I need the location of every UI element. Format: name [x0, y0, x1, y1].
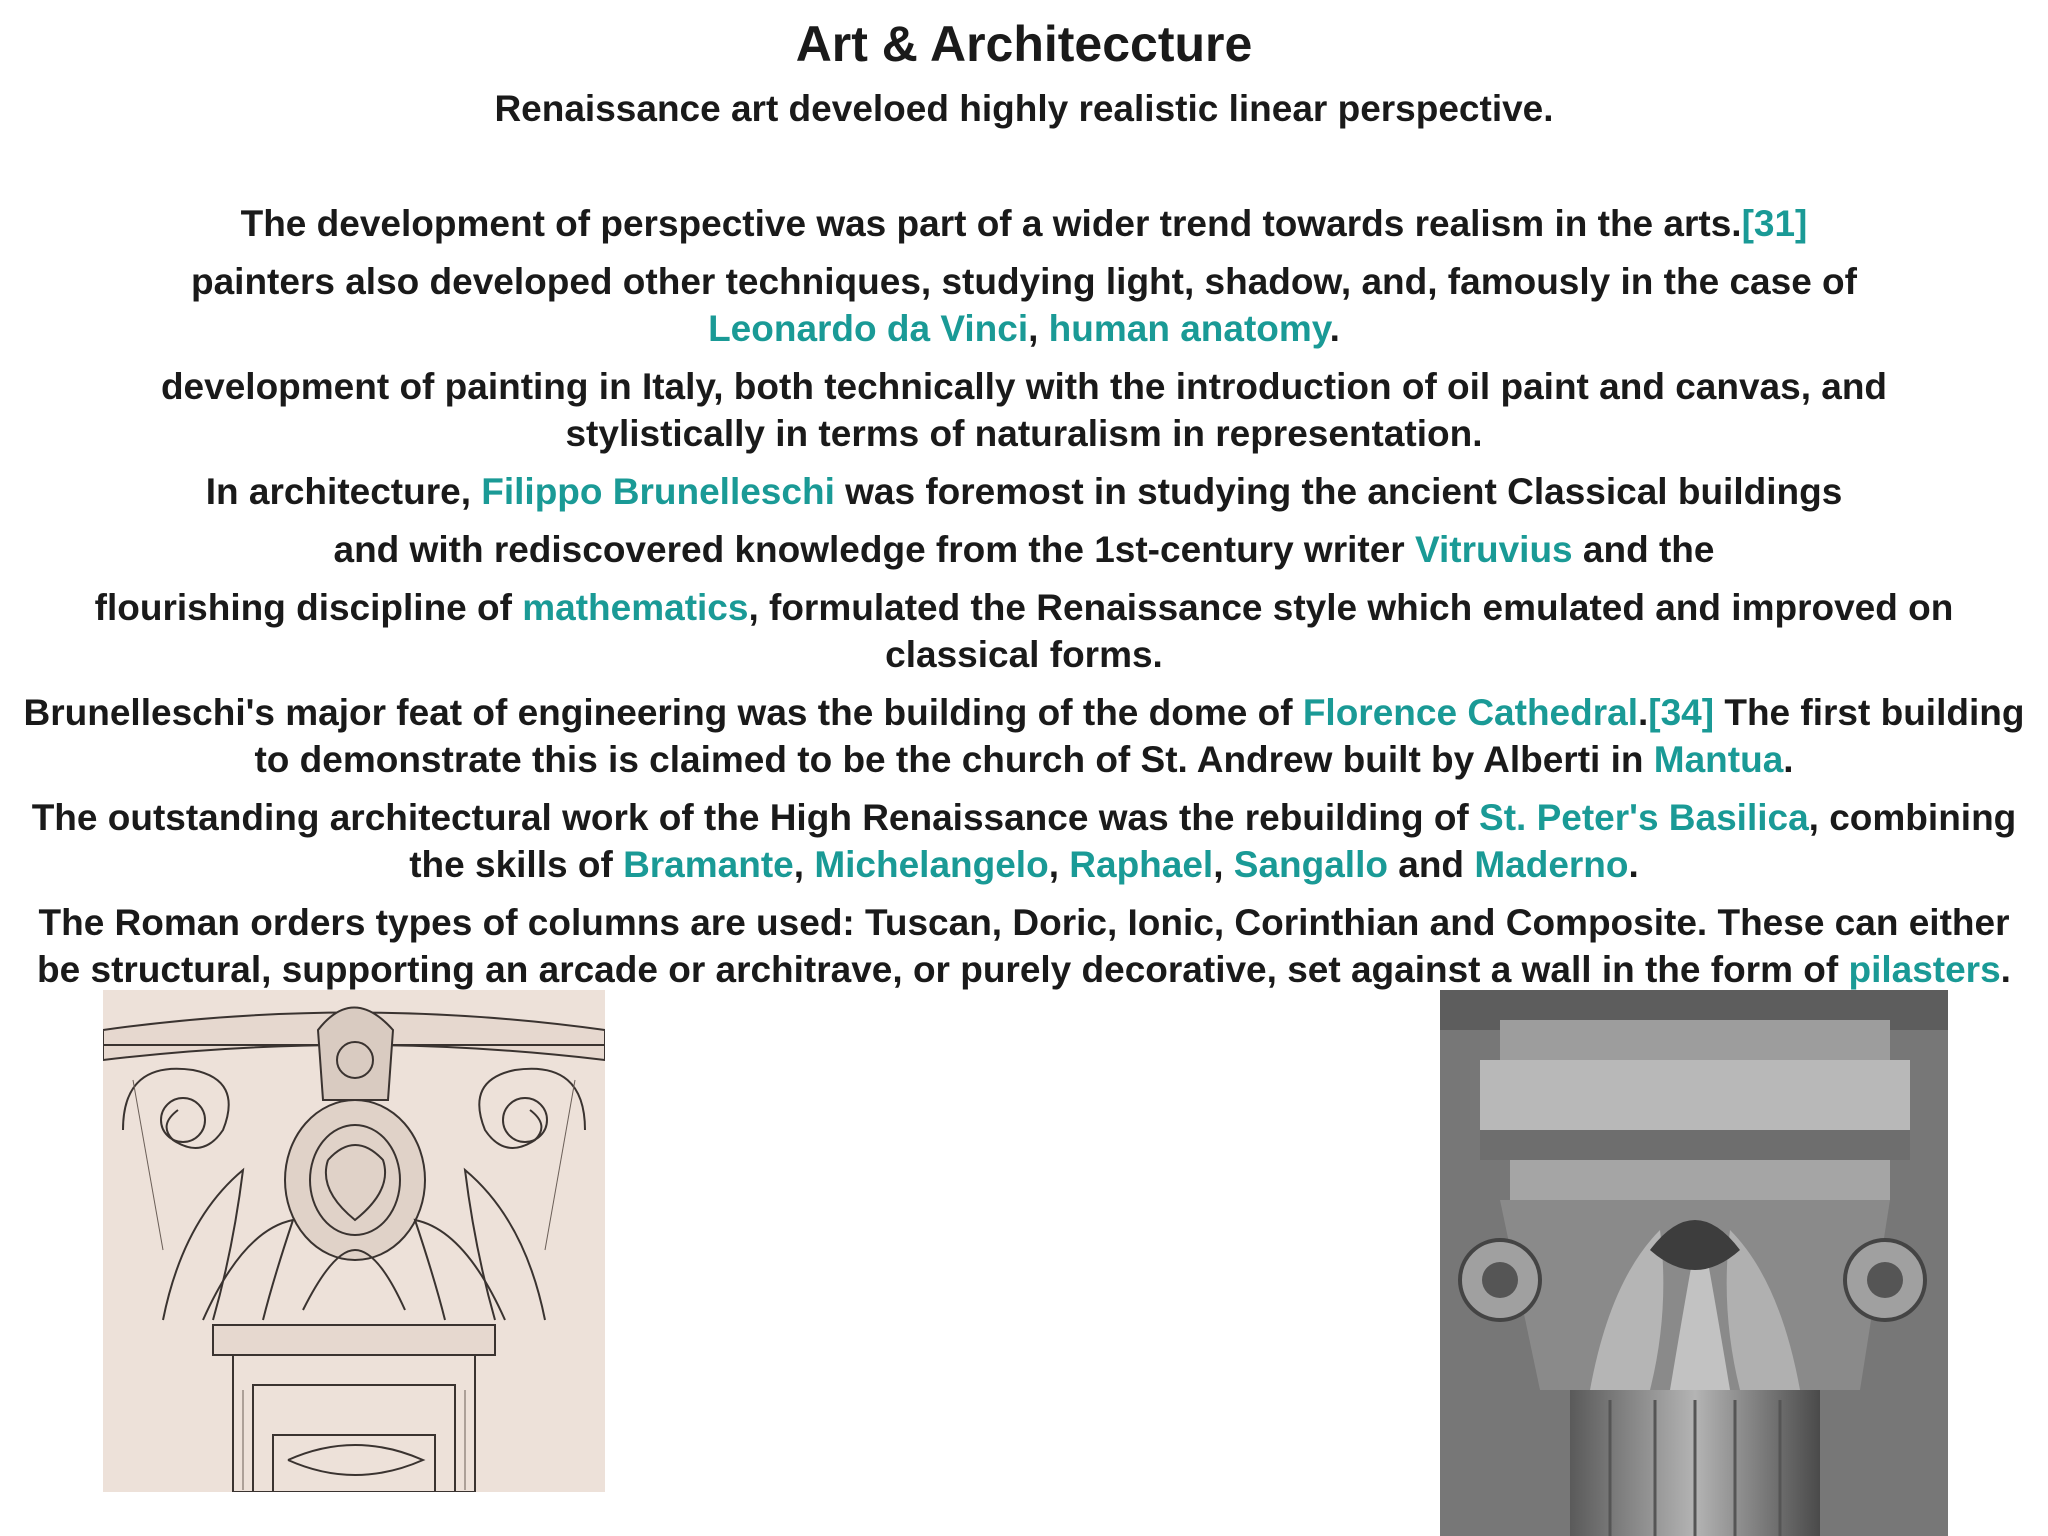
paragraph-text: , combining the skills of [409, 797, 2017, 885]
link-florence-cathedral[interactable]: Florence Cathedral [1302, 692, 1638, 733]
paragraph-text: was foremost in studying the ancient Classical buildings [834, 471, 1843, 512]
link-bramante[interactable]: Bramante [623, 844, 794, 885]
punctuation-text: . [1637, 692, 1649, 733]
paragraph-text: and with rediscovered knowledge from the 1st-century writer [333, 529, 1415, 570]
link-sangallo[interactable]: Sangallo [1233, 844, 1388, 885]
paragraph-architecture [0, 468, 2048, 515]
paragraph-text: , formulated the Renaissance style which emulated and improved on classical forms. [748, 587, 1954, 675]
paragraph-text: and the [1572, 529, 1715, 570]
separator-text: , [1213, 844, 1234, 885]
separator-text: and [1387, 844, 1475, 885]
paragraph-text: The development of perspective was part of a wider trend towards realism in the arts. [240, 203, 1742, 244]
punctuation-text: . [2000, 949, 2011, 990]
paragraph-text: The Roman orders types of columns are used: Tuscan, Doric, Ionic, Corinthian and Composite. These can either be structural, supporting an arcade or architrave, or purely decorative, set against a wall in the form of [37, 902, 2010, 990]
link-filippo-brunelleschi[interactable]: Filippo Brunelleschi [481, 471, 835, 512]
link-mantua[interactable]: Mantua [1653, 739, 1784, 780]
punctuation-text: . [1783, 739, 1794, 780]
separator-text: , [1048, 844, 1070, 885]
paragraph-mathematics [0, 584, 2048, 678]
punctuation-text: . [1329, 308, 1340, 349]
paragraph-dome [0, 689, 2048, 783]
paragraph-text: The outstanding architectural work of the High Renaissance was the rebuilding of [31, 797, 1480, 838]
slide-title: Art & Architeccture [795, 16, 1253, 72]
slide-subtitle: Renaissance art develoed highly realistic linear perspective. [494, 88, 1554, 129]
paragraph-text: The first building to demonstrate this is claimed to be the church of St. Andrew built by Alberti in [254, 692, 2025, 780]
paragraph-roman-orders [0, 899, 2048, 993]
citation-link-31[interactable]: [31] [1741, 203, 1808, 244]
capital-photo-svg [1440, 990, 1948, 1536]
separator-text: , [793, 844, 815, 885]
link-st-peters-basilica[interactable]: St. Peter's Basilica [1479, 797, 1809, 838]
paragraph-vitruvius [0, 526, 2048, 573]
capital-drawing-svg [103, 990, 605, 1492]
corinthian-capital-drawing [103, 990, 605, 1492]
link-vitruvius[interactable]: Vitruvius [1414, 529, 1573, 570]
paragraph-text: Brunelleschi's major feat of engineering was the building of the dome of [23, 692, 1303, 733]
link-maderno[interactable]: Maderno [1474, 844, 1629, 885]
paragraph-text: flourishing discipline of [94, 587, 523, 628]
link-michelangelo[interactable]: Michelangelo [814, 844, 1049, 885]
paragraph-text: In architecture, [205, 471, 482, 512]
paragraph-st-peters [0, 794, 2048, 888]
citation-link-34[interactable]: [34] [1648, 692, 1715, 733]
paragraph-text: painters also developed other techniques, studying light, shadow, and, famously in the case of [191, 261, 1857, 302]
link-pilasters[interactable]: pilasters [1848, 949, 2001, 990]
pilaster-capital-photo [1440, 990, 1948, 1536]
punctuation-text: . [1628, 844, 1639, 885]
paragraph-techniques [0, 258, 2048, 352]
link-leonardo-da-vinci[interactable]: Leonardo da Vinci [708, 308, 1029, 349]
link-raphael[interactable]: Raphael [1069, 844, 1214, 885]
separator-text: , [1028, 308, 1049, 349]
link-human-anatomy[interactable]: human anatomy [1048, 308, 1330, 349]
paragraph-painting-italy: development of painting in Italy, both technically with the introduction of oil paint and canvas, and stylistically in terms of naturalism in representation. [160, 366, 1888, 454]
link-mathematics[interactable]: mathematics [522, 587, 749, 628]
slide-body [0, 200, 2048, 1004]
paragraph-perspective [0, 200, 2048, 247]
